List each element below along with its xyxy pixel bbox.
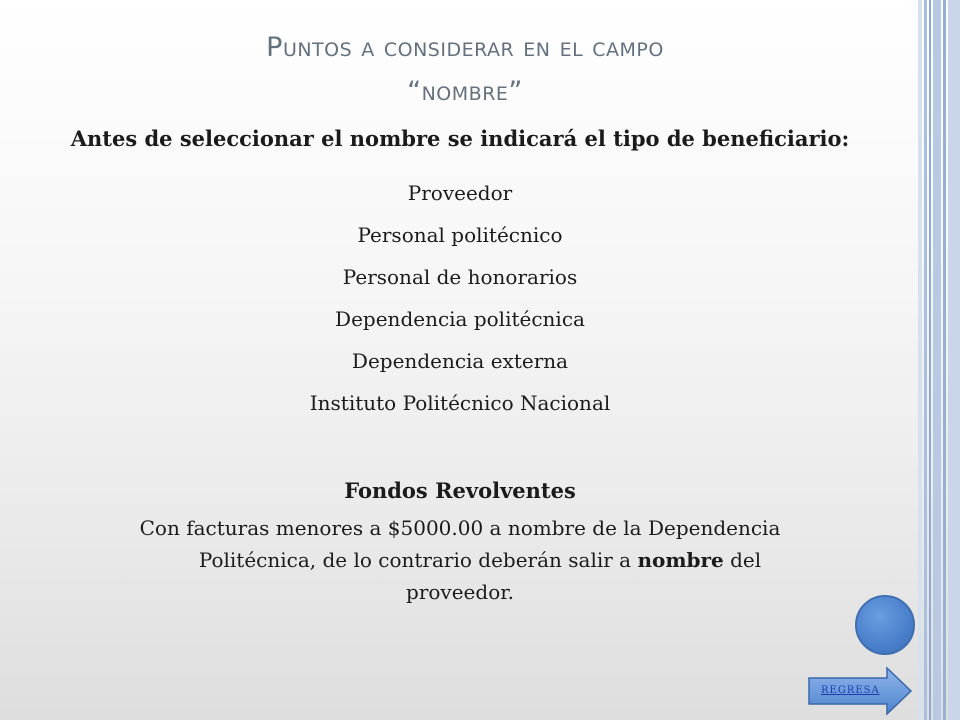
slide-title <box>120 26 810 114</box>
beneficiary-type-item: Proveedor <box>407 181 513 205</box>
beneficiary-type-item: Personal de honorarios <box>342 265 578 289</box>
beneficiary-type-item: Dependencia externa <box>351 349 569 373</box>
fondos-bold-word: nombre <box>637 548 724 572</box>
stripe <box>929 0 931 720</box>
right-edge-stripes <box>918 0 960 720</box>
stripe <box>948 0 960 720</box>
slide-title-line1: Puntos a considerar en el campo <box>266 32 664 63</box>
stripe <box>918 0 922 720</box>
fondos-text-part: del <box>723 548 762 572</box>
fondos-text-part: Politécnica, de lo contrario deberán salir a <box>198 548 638 572</box>
beneficiary-type-item: Instituto Politécnico Nacional <box>309 391 611 415</box>
beneficiary-type-item: Personal politécnico <box>357 223 563 247</box>
stripe <box>933 0 941 720</box>
stripe <box>924 0 927 720</box>
beneficiary-type-item: Dependencia politécnica <box>335 307 585 331</box>
fondos-line <box>80 544 840 576</box>
return-button-label[interactable]: REGRESA <box>821 685 880 696</box>
fondos-paragraph <box>60 512 860 608</box>
decorative-circle <box>855 595 915 655</box>
slide-title-line2: “nombre” <box>407 76 523 107</box>
slide-body <box>60 124 860 608</box>
fondos-heading: Fondos Revolventes <box>344 478 576 503</box>
fondos-line: proveedor. <box>406 580 514 604</box>
fondos-line: Con facturas menores a $5000.00 a nombre de la Dependencia <box>139 516 781 540</box>
beneficiary-type-list <box>60 172 860 424</box>
return-button[interactable] <box>807 666 913 716</box>
stripe <box>943 0 946 720</box>
intro-text: Antes de seleccionar el nombre se indicará el tipo de beneficiario: <box>70 126 850 151</box>
